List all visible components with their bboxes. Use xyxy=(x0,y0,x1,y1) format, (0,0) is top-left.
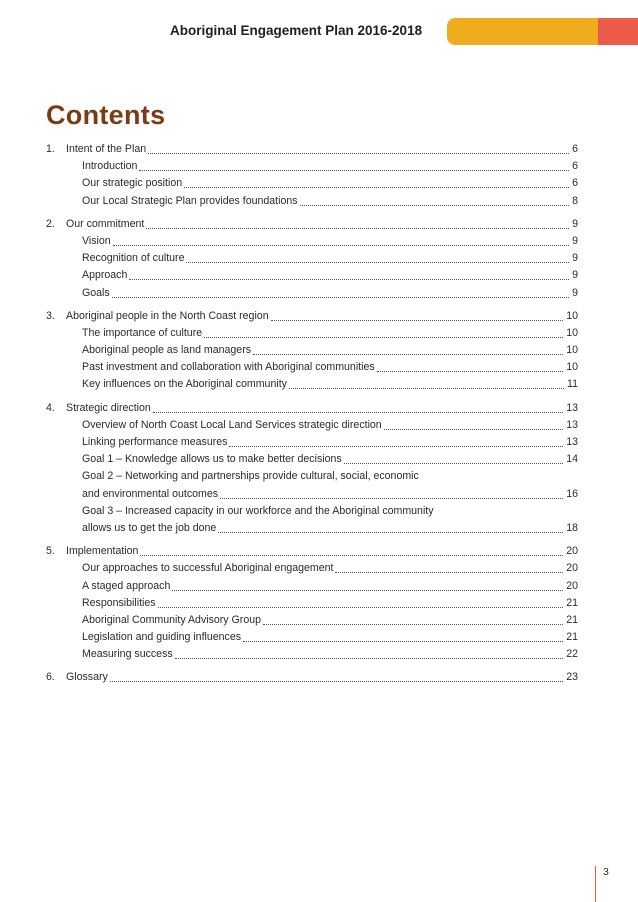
toc-page-number: 10 xyxy=(566,326,578,339)
toc-subentry[interactable] xyxy=(46,612,578,629)
toc-page-number: 9 xyxy=(572,217,578,230)
toc-page-number: 11 xyxy=(567,378,578,391)
toc-page-number: 6 xyxy=(572,143,578,155)
toc-dot-leader xyxy=(335,560,563,573)
toc-entry-title: Measuring success xyxy=(82,648,173,661)
toc-subentry[interactable] xyxy=(46,359,578,376)
toc-entry-title: Goal 2 – Networking and partnerships provide cultural, social, economic xyxy=(82,470,419,483)
toc-subentry[interactable] xyxy=(46,285,578,302)
toc-dot-leader xyxy=(218,520,563,533)
toc-entry-title: Implementation xyxy=(66,545,139,558)
toc-dot-leader xyxy=(172,578,563,591)
toc-entry[interactable] xyxy=(46,308,578,325)
toc-entry-title: The importance of culture xyxy=(82,326,203,339)
toc-page-number: 6 xyxy=(572,160,578,173)
toc-dot-leader xyxy=(129,267,569,280)
toc-dot-leader xyxy=(289,376,564,389)
toc-entry-title: Vision xyxy=(82,234,111,247)
toc-page-number: 20 xyxy=(566,579,578,592)
toc-subentry[interactable] xyxy=(46,417,578,434)
toc-section xyxy=(46,308,578,394)
toc-dot-leader xyxy=(184,175,569,188)
toc-subentry[interactable] xyxy=(46,629,578,646)
toc-entry-title: Approach xyxy=(82,269,128,282)
toc-page-number: 8 xyxy=(572,194,578,207)
toc-dot-leader xyxy=(243,629,563,642)
toc-subentry[interactable] xyxy=(46,520,578,537)
toc-entry-title: Goal 1 – Knowledge allows us to make better decisions xyxy=(82,453,342,466)
toc-subentry[interactable] xyxy=(46,486,578,503)
toc-entry-title: Legislation and guiding influences xyxy=(82,631,242,644)
toc-entry-title: Our Local Strategic Plan provides foundations xyxy=(82,194,298,207)
toc-page-number: 10 xyxy=(566,309,578,322)
toc-subentry[interactable] xyxy=(46,193,578,210)
toc-page-number: 13 xyxy=(566,418,578,431)
toc-page-number: 10 xyxy=(566,361,578,374)
toc-section xyxy=(46,141,578,210)
toc-section xyxy=(46,216,578,302)
page-number-divider xyxy=(595,866,596,902)
toc-subentry[interactable] xyxy=(46,158,578,175)
toc-entry-number: 2. xyxy=(46,217,55,230)
toc-page-number: 20 xyxy=(566,545,578,558)
toc-dot-leader xyxy=(300,193,570,206)
contents-heading: Contents xyxy=(46,100,166,130)
toc-dot-leader xyxy=(377,359,564,372)
toc-entry-title: Aboriginal people in the North Coast region xyxy=(66,309,269,322)
toc-page-number: 22 xyxy=(566,648,578,661)
toc-subentry[interactable] xyxy=(46,578,578,595)
toc-dot-leader xyxy=(113,233,569,246)
toc-entry-title: and environmental outcomes xyxy=(82,487,219,500)
toc-section xyxy=(46,543,578,663)
toc-entry-title: Introduction xyxy=(82,160,138,173)
toc-dot-leader xyxy=(146,216,569,229)
toc-page-number: 16 xyxy=(566,487,578,500)
toc-page-number: 21 xyxy=(566,596,578,609)
toc-entry-title: Strategic direction xyxy=(66,401,151,414)
toc-entry-title: allows us to get the job done xyxy=(82,521,217,534)
toc-subentry[interactable] xyxy=(46,468,578,485)
toc-entry-title: Past investment and collaboration with Aboriginal communities xyxy=(82,361,375,374)
toc-dot-leader xyxy=(384,417,564,430)
toc-page-number: 9 xyxy=(572,269,578,282)
toc-page-number: 23 xyxy=(566,671,578,684)
header-accent-block xyxy=(598,18,638,45)
toc-dot-leader xyxy=(148,141,569,154)
toc-section xyxy=(46,669,578,686)
toc-subentry[interactable] xyxy=(46,595,578,612)
toc-entry-number: 6. xyxy=(46,671,55,684)
toc-entry-title: Our commitment xyxy=(66,217,145,230)
toc-page-number: 14 xyxy=(566,453,578,466)
toc-page-number: 9 xyxy=(572,252,578,265)
toc-entry-title: Key influences on the Aboriginal community xyxy=(82,378,287,391)
toc-page-number: 13 xyxy=(566,401,578,414)
toc-dot-leader xyxy=(112,285,569,298)
toc-dot-leader xyxy=(153,400,563,413)
toc-dot-leader xyxy=(263,612,563,625)
toc-entry-title: Aboriginal Community Advisory Group xyxy=(82,613,261,626)
toc-page-number: 13 xyxy=(566,436,578,448)
toc-subentry[interactable] xyxy=(46,376,578,393)
toc-entry-title: Glossary xyxy=(66,671,108,684)
toc-entry[interactable] xyxy=(46,543,578,560)
toc-entry-title: Aboriginal people as land managers xyxy=(82,344,252,357)
toc-dot-leader xyxy=(271,308,564,321)
toc-page-number: 20 xyxy=(566,562,578,575)
toc-subentry[interactable] xyxy=(46,503,578,520)
toc-entry-title: Goal 3 – Increased capacity in our workforce and the Aboriginal community xyxy=(82,504,434,517)
toc-page-number: 10 xyxy=(566,344,578,357)
toc-subentry[interactable] xyxy=(46,233,578,250)
toc-page-number: 21 xyxy=(566,613,578,626)
toc-entry-number: 4. xyxy=(46,401,55,414)
toc-entry[interactable] xyxy=(46,141,578,158)
toc-entry-number: 3. xyxy=(46,309,55,322)
toc-dot-leader xyxy=(229,434,563,447)
toc-page-number: 6 xyxy=(572,177,578,190)
toc-page-number: 21 xyxy=(566,631,578,644)
toc-entry-title: Recognition of culture xyxy=(82,252,185,265)
toc-dot-leader xyxy=(139,158,569,171)
toc-entry-title: Linking performance measures xyxy=(82,436,228,448)
table-of-contents xyxy=(46,141,578,693)
toc-entry[interactable] xyxy=(46,669,578,686)
toc-subentry[interactable] xyxy=(46,342,578,359)
toc-dot-leader xyxy=(175,646,564,659)
toc-entry-number: 5. xyxy=(46,545,55,558)
toc-subentry[interactable] xyxy=(46,325,578,342)
toc-subentry[interactable] xyxy=(46,560,578,577)
document-header-title: Aboriginal Engagement Plan 2016-2018 xyxy=(170,23,423,38)
toc-dot-leader xyxy=(220,486,563,499)
toc-subentry[interactable] xyxy=(46,250,578,267)
toc-entry-title: A staged approach xyxy=(82,579,171,592)
toc-dot-leader xyxy=(253,342,563,355)
toc-entry-title: Overview of North Coast Local Land Services strategic direction xyxy=(82,418,382,431)
toc-dot-leader xyxy=(110,669,563,682)
page-number: 3 xyxy=(603,866,609,878)
toc-entry-title: Responsibilities xyxy=(82,596,156,609)
toc-subentry[interactable] xyxy=(46,434,578,451)
toc-subentry[interactable] xyxy=(46,267,578,284)
toc-entry[interactable] xyxy=(46,400,578,417)
toc-page-number: 18 xyxy=(566,521,578,534)
toc-dot-leader xyxy=(344,451,564,464)
toc-entry-title: Intent of the Plan xyxy=(66,143,147,155)
toc-subentry[interactable] xyxy=(46,646,578,663)
toc-entry-title: Our approaches to successful Aboriginal engagement xyxy=(82,562,334,575)
toc-entry[interactable] xyxy=(46,216,578,233)
toc-entry-title: Our strategic position xyxy=(82,177,183,190)
toc-dot-leader xyxy=(158,595,564,608)
toc-entry-title: Goals xyxy=(82,286,110,299)
toc-entry-number: 1. xyxy=(46,143,55,155)
toc-subentry[interactable] xyxy=(46,451,578,468)
toc-dot-leader xyxy=(186,250,569,263)
toc-section xyxy=(46,400,578,538)
toc-subentry[interactable] xyxy=(46,175,578,192)
toc-dot-leader xyxy=(140,543,563,556)
toc-dot-leader xyxy=(204,325,563,338)
header-accent-bar xyxy=(447,18,638,45)
toc-page-number: 9 xyxy=(572,286,578,299)
toc-page-number: 9 xyxy=(572,234,578,247)
